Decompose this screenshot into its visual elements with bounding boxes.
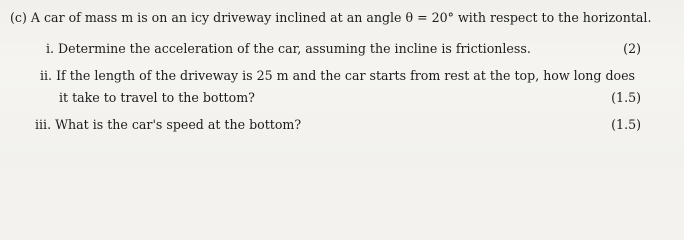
part-iii <box>35 117 301 133</box>
part-i-marks: (2) <box>623 41 641 56</box>
part-ii-continuation <box>59 90 255 106</box>
part-iii-marks: (1.5) <box>611 117 641 132</box>
question-label: (c) <box>10 10 27 25</box>
question-stem-line <box>10 10 651 26</box>
part-ii <box>40 68 635 84</box>
part-ii-text-line1: If the length of the driveway is 25 m and the car starts from rest at the top, how long does <box>56 68 636 83</box>
part-i-numeral: i. <box>46 41 55 56</box>
question-stem: A car of mass m is on an icy driveway inclined at an angle θ = 20° with respect to the horizontal. <box>30 10 652 25</box>
part-i <box>46 41 531 57</box>
part-iii-numeral: iii. <box>35 117 52 132</box>
part-ii-marks: (1.5) <box>611 90 641 105</box>
part-ii-text-line2: it take to travel to the bottom? <box>59 90 255 105</box>
part-ii-numeral: ii. <box>40 68 53 83</box>
part-i-text: Determine the acceleration of the car, assuming the incline is frictionless. <box>58 41 531 56</box>
part-iii-text: What is the car's speed at the bottom? <box>55 117 302 132</box>
